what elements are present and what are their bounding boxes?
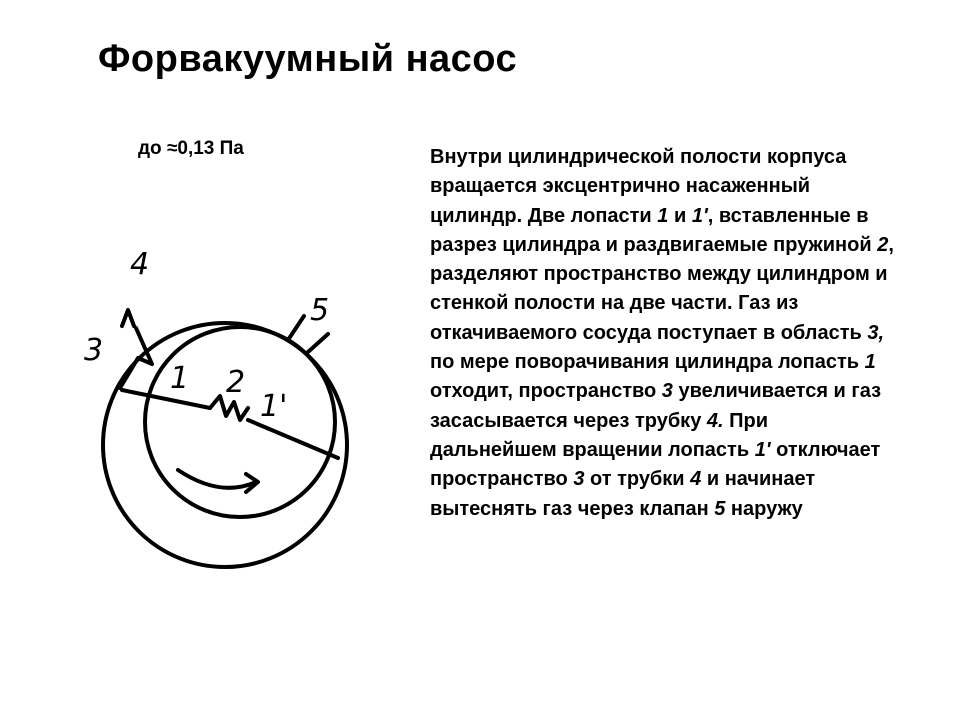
label-1-prime: 1' [260,389,288,424]
description-segment: увеличивается и газ засасывается через трубку [430,380,882,432]
description-segment: , разделяют пространство между цилиндром и стенкой полости на две части. Газ из откачиваемого сосуда поступает в область [430,233,894,344]
description-segment: отключает пространство [430,438,881,491]
rotation-arrow [178,470,256,488]
vane-1 [122,390,210,408]
description-segment: от трубки [584,468,691,491]
description-ref: 4 [690,468,702,491]
description-segment: , вставленные в разрез цилиндра и раздвигаемые пружиной [430,204,878,256]
description-text [430,143,900,524]
description-segment: по мере поворачивания цилиндра лопасть [430,351,865,374]
pressure-prefix: до [138,138,162,159]
approx-symbol: ≈ [166,138,178,159]
description-segment: При дальнейшем вращении лопасть [430,409,769,461]
description-ref: 3 [661,380,673,403]
pressure-range [138,138,244,160]
slide-title: Форвакуумный насос [98,38,518,80]
description-segment: наружу [725,497,803,520]
intake-tube-wall [122,310,134,326]
label-2: 2 [226,365,246,400]
intake-tube [120,328,152,388]
label-4: 4 [130,247,150,282]
label-5: 5 [310,293,330,328]
description-ref: 3 [573,468,585,491]
vane-1-prime [248,420,338,458]
description-ref: 4. [706,409,724,432]
description-ref: 5 [714,497,726,520]
description-segment: отходит, пространство [430,380,662,403]
pressure-value: 0,13 Па [177,138,244,159]
description-segment: и начинает вытеснять газ через клапан [430,468,816,520]
description-ref: 1' [754,438,771,461]
description-ref: 1 [657,204,669,227]
label-1: 1 [170,361,190,396]
description-ref: 2 [877,233,889,256]
description-ref: 1' [691,204,708,227]
label-3: 3 [84,333,104,368]
description-ref: 3, [867,321,885,344]
pump-diagram [70,230,390,570]
description-ref: 1 [864,351,876,374]
description-segment: Внутри цилиндрической полости корпуса вращается эксцентрично насаженный цилиндр. Две лопасти [430,146,847,227]
description-segment: и [668,204,692,227]
